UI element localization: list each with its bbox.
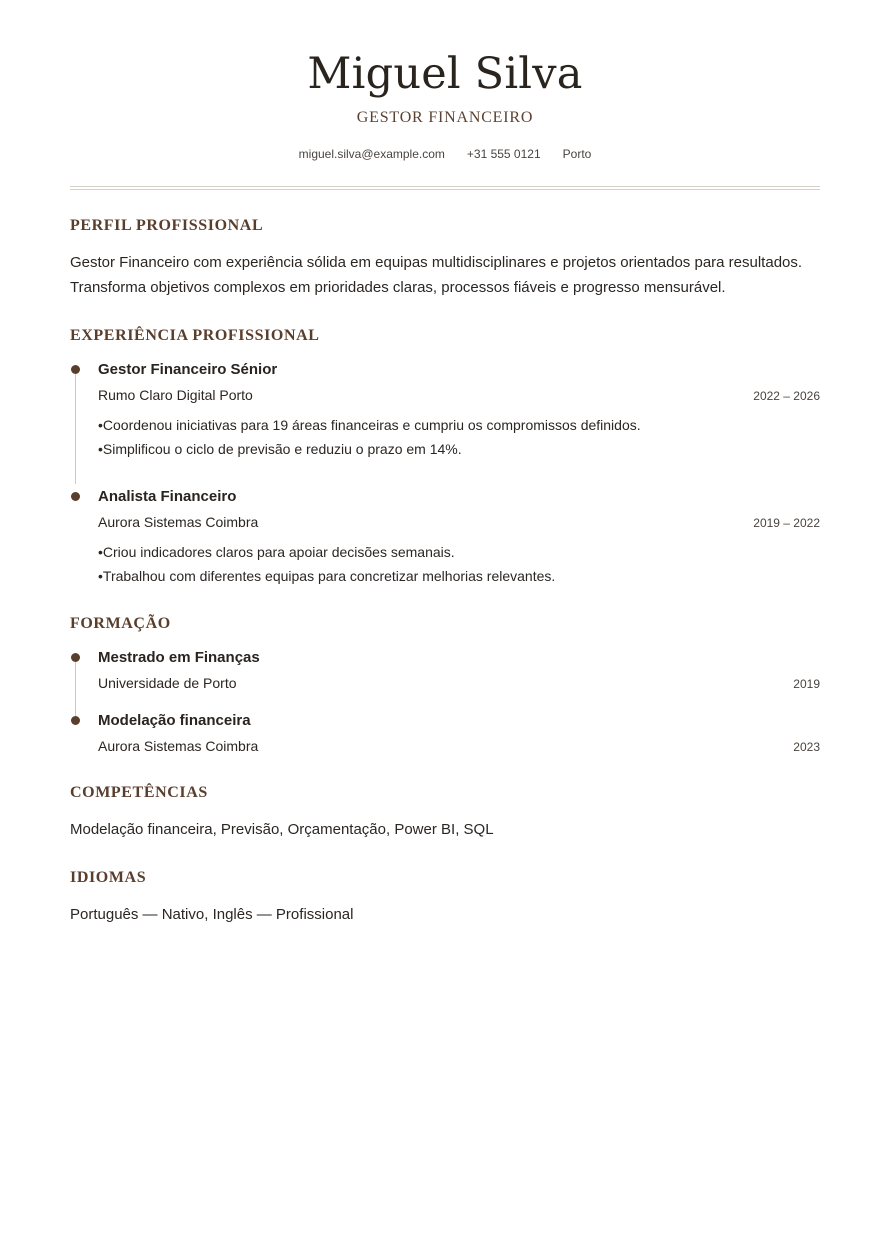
section-title-skills: COMPETÊNCIAS [70, 784, 208, 801]
experience-section [70, 326, 820, 588]
experience-bullet: • Coordenou iniciativas para 19 áreas financeiras e cumpriu os compromissos definidos. [98, 413, 820, 437]
experience-role: Analista Financeiro [98, 488, 237, 505]
timeline-dot [71, 492, 80, 501]
timeline-dot [71, 365, 80, 374]
profile-summary: Gestor Financeiro com experiência sólida em equipas multidisciplinares e projetos orientados para resultados. Transforma objetivos complexos em prioridades claras, processos fiáveis e progresso mensurável. [70, 254, 803, 296]
section-title-experience: EXPERIÊNCIA PROFISSIONAL [70, 327, 320, 344]
header-divider [70, 186, 820, 190]
experience-bullet: • Simplificou o ciclo de previsão e reduziu o prazo em 14%. [98, 437, 820, 461]
education-section [70, 614, 820, 757]
job-title: GESTOR FINANCEIRO [356, 109, 534, 126]
skills-section [70, 783, 820, 842]
experience-company: Aurora Sistemas Coimbra [98, 514, 259, 530]
contact-email[interactable]: miguel.silva@example.com [298, 147, 445, 161]
timeline-line [75, 374, 76, 484]
contact-info [70, 146, 820, 162]
education-year: 2023 [793, 740, 820, 754]
section-title-education: FORMAÇÃO [70, 615, 171, 632]
experience-bullets [98, 413, 820, 461]
experience-dates: 2022 – 2026 [753, 389, 820, 403]
section-title-profile: PERFIL PROFISSIONAL [70, 217, 264, 234]
languages-list: Português — Nativo, Inglês — Profissional [70, 906, 354, 923]
contact-location: Porto [562, 147, 592, 161]
education-degree: Modelação financeira [98, 712, 251, 729]
languages-section [70, 868, 820, 927]
education-meta [98, 673, 820, 694]
experience-meta [98, 512, 820, 533]
timeline-dot [71, 716, 80, 725]
experience-entry [70, 487, 820, 588]
section-title-languages: IDIOMAS [70, 869, 147, 886]
experience-timeline [70, 360, 820, 588]
experience-entry [70, 360, 820, 487]
profile-section [70, 216, 820, 300]
education-degree: Mestrado em Finanças [98, 649, 260, 666]
experience-bullets [98, 540, 820, 588]
education-entry [70, 711, 820, 757]
experience-bullet: • Criou indicadores claros para apoiar decisões semanais. [98, 540, 820, 564]
skills-list: Modelação financeira, Previsão, Orçamentação, Power BI, SQL [70, 821, 494, 838]
education-institution: Aurora Sistemas Coimbra [98, 738, 259, 754]
timeline-line [75, 662, 76, 716]
education-entry [70, 648, 820, 711]
education-year: 2019 [793, 677, 820, 691]
person-name: Miguel Silva [307, 49, 583, 99]
experience-meta [98, 385, 820, 406]
education-timeline [70, 648, 820, 757]
contact-phone[interactable]: +31 555 0121 [466, 147, 541, 161]
education-meta [98, 736, 820, 757]
education-institution: Universidade de Porto [98, 675, 237, 691]
resume-header [70, 0, 820, 190]
experience-role: Gestor Financeiro Sénior [98, 361, 278, 378]
experience-bullet: • Trabalhou com diferentes equipas para concretizar melhorias relevantes. [98, 564, 820, 588]
experience-company: Rumo Claro Digital Porto [98, 387, 253, 403]
timeline-dot [71, 653, 80, 662]
experience-dates: 2019 – 2022 [753, 516, 820, 530]
